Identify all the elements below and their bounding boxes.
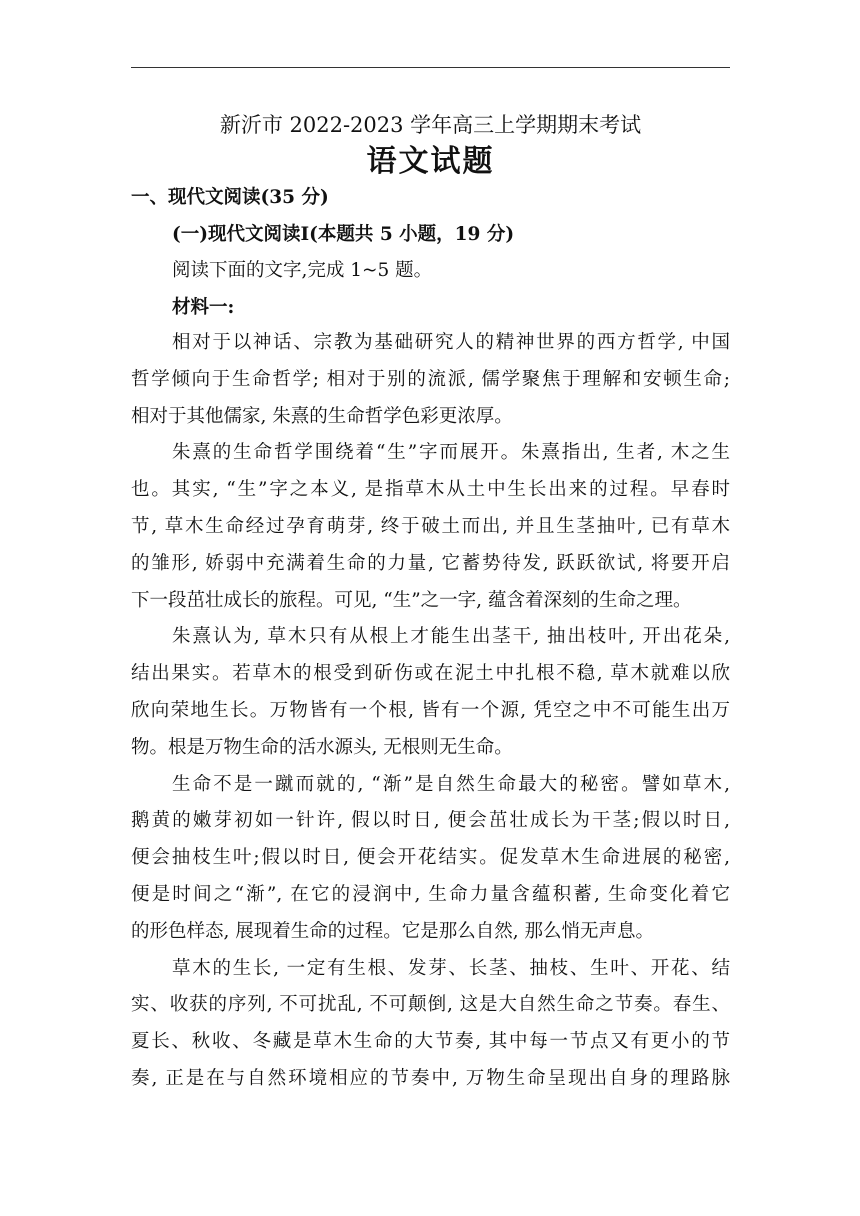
exam-subtitle: 新沂市 2022-2023 学年高三上学期期末考试 xyxy=(219,113,642,137)
paragraph xyxy=(131,435,730,619)
reading-instruction: 阅读下面的文字,完成 1~5 题。 xyxy=(172,260,433,281)
subsection-heading: (一)现代文阅读I(本题共 5 小题，19 分) xyxy=(172,224,515,245)
text-line: 朱熹认为, 草木只有从根上才能生出茎干, 抽出枝叶, 开出花朵, xyxy=(172,626,730,648)
section-heading: 一、现代文阅读(35 分) xyxy=(131,187,329,208)
text-line: 哲学倾向于生命哲学; 相对于别的流派, 儒学聚焦于理解和安顿生命; xyxy=(131,368,730,390)
text-line: 节, 草木生命经过孕育萌芽, 终于破土而出, 并且生茎抽叶, 已有草木 xyxy=(131,515,730,537)
text-line: 实、收获的序列, 不可扰乱, 不可颠倒, 这是大自然生命之节奏。春生、 xyxy=(131,994,730,1016)
header-rule xyxy=(131,67,730,68)
text-line: 的雏形, 娇弱中充满着生命的力量, 它蓄势待发, 跃跃欲试, 将要开启 xyxy=(131,552,730,574)
paragraph xyxy=(131,325,730,435)
text-line: 相对于其他儒家, 朱熹的生命哲学色彩更浓厚。 xyxy=(131,405,513,427)
text-line: 物。根是万物生命的活水源头, 无根则无生命。 xyxy=(131,736,513,758)
text-line: 奏, 正是在与自然环境相应的节奏中, 万物生命呈现出自身的理路脉 xyxy=(131,1067,730,1089)
text-line: 便是时间之“渐”, 在它的浸润中, 生命力量含蕴积蓄, 生命变化着它 xyxy=(131,883,730,905)
text-line: 的形色样态, 展现着生命的过程。它是那么自然, 那么悄无声息。 xyxy=(131,920,655,942)
paragraph xyxy=(131,619,730,766)
text-line: 草木的生长, 一定有生根、发芽、长茎、抽枝、生叶、开花、结 xyxy=(172,957,730,979)
text-line: 欣向荣地生长。万物皆有一个根, 皆有一个源, 凭空之中不可能生出万 xyxy=(131,699,730,721)
paragraph xyxy=(131,767,730,951)
text-line: 夏长、秋收、冬藏是草木生命的大节奏, 其中每一节点又有更小的节 xyxy=(131,1031,730,1053)
text-line: 便会抽枝生叶;假以时日, 便会开花结实。促发草木生命进展的秘密, xyxy=(131,847,730,869)
text-line: 相对于以神话、宗教为基础研究人的精神世界的西方哲学, 中国 xyxy=(172,332,730,353)
material-label: 材料一: xyxy=(172,297,235,318)
text-line: 结出果实。若草木的根受到斫伤或在泥土中扎根不稳, 草木就难以欣 xyxy=(131,663,730,685)
text-line: 也。其实, “生”字之本义, 是指草木从土中生长出来的过程。早春时 xyxy=(131,479,730,501)
text-line: 下一段茁壮成长的旅程。可见, “生”之一字, 蕴含着深刻的生命之理。 xyxy=(131,589,692,611)
passage-body xyxy=(131,325,730,1098)
text-line: 朱熹的生命哲学围绕着“生”字而展开。朱熹指出, 生者, 木之生 xyxy=(172,442,730,464)
paragraph xyxy=(131,951,730,1098)
exam-title: 语文试题 xyxy=(366,144,495,179)
text-line: 鹅黄的嫩芽初如一针许, 假以时日, 便会茁壮成长为干茎;假以时日, xyxy=(131,810,730,832)
text-line: 生命不是一蹴而就的, “渐”是自然生命最大的秘密。譬如草木, xyxy=(172,773,730,795)
